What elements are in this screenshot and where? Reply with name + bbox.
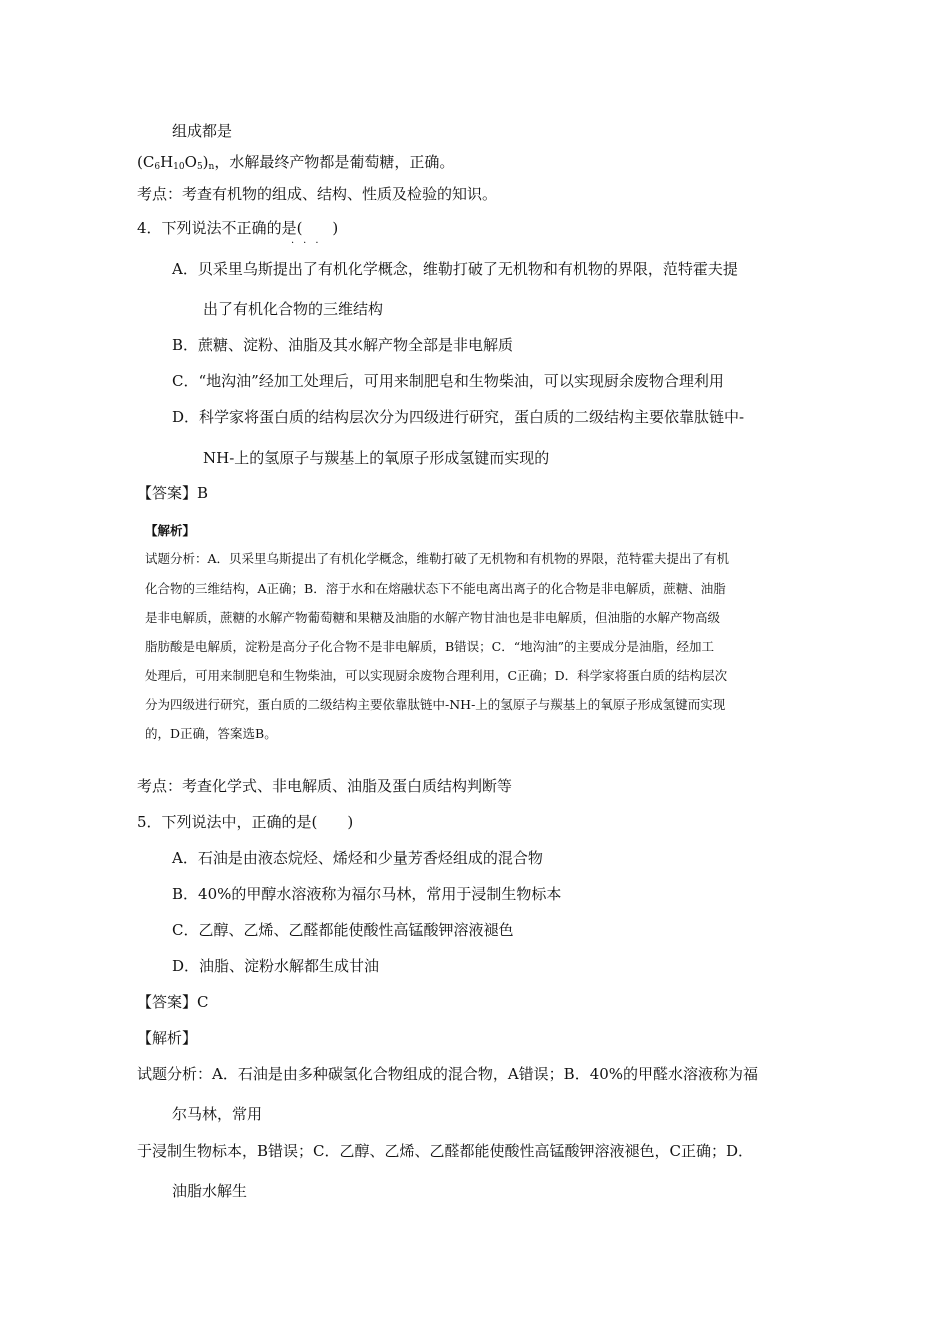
q4-analysis-line: 的，D正确，答案选B。 [145, 726, 277, 741]
q5-analysis-line-4: 油脂水解生 [172, 1182, 248, 1200]
q5-analysis-line-3: 于浸制生物标本，B错误；C．乙醇、乙烯、乙醛都能使酸性高锰酸钾溶液褪色，C正确；D． [137, 1142, 754, 1160]
q4-kaodian: 考点：考查化学式、非电解质、油脂及蛋白质结构判断等 [137, 777, 513, 795]
q4-jiexi-heading: 【解析】 [145, 523, 196, 538]
q4-analysis-line: 处理后，可用来制肥皂和生物柴油，可以实现厨余废物合理利用，C正确；D．科学家将蛋白质的结构层次 [145, 668, 728, 683]
q4-analysis-line: 试题分析：A．贝采里乌斯提出了有机化学概念，维勒打破了无机物和有机物的界限，范特霍夫提出了有机 [145, 551, 730, 566]
q5-option-a: A．石油是由液态烷烃、烯烃和少量芳香烃组成的混合物 [172, 849, 543, 867]
q4-analysis-line: 化合物的三维结构，A正确；B．溶于水和在熔融状态下不能电离出离子的化合物是非电解质，蔗糖、油脂 [145, 581, 726, 596]
q4-option-d-line2: NH-上的氢原子与羰基上的氧原子形成氢键而实现的 [203, 449, 550, 467]
prev-kaodian: 考点：考查有机物的组成、结构、性质及检验的知识。 [137, 185, 498, 203]
q5-analysis-line-2: 尔马林，常用 [172, 1105, 263, 1123]
q4-emphasis-dots: ··· [291, 238, 328, 249]
q5-jiexi-heading: 【解析】 [137, 1029, 198, 1047]
q4-emphasis: 不正确 [221, 219, 267, 237]
q4-stem: 4．下列说法不正确的是( ) [137, 219, 339, 237]
q5-analysis-line-1: 试题分析：A．石油是由多种碳氢化合物组成的混合物，A错误；B．40%的甲醛水溶液称为福 [137, 1065, 759, 1083]
q5-answer: 【答案】C [137, 993, 209, 1011]
q4-option-d-line1: D．科学家将蛋白质的结构层次分为四级进行研究，蛋白质的二级结构主要依靠肽链中- [172, 408, 745, 426]
q4-option-c: C．“地沟油”经加工处理后，可用来制肥皂和生物柴油，可以实现厨余废物合理利用 [172, 372, 724, 390]
q5-option-b: B．40%的甲醇水溶液称为福尔马林，常用于浸制生物标本 [172, 885, 562, 903]
q4-analysis-line: 是非电解质，蔗糖的水解产物葡萄糖和果糖及油脂的水解产物甘油也是非电解质，但油脂的水解产物高级 [145, 610, 721, 625]
q4-option-a-line2: 出了有机化合物的三维结构 [203, 300, 384, 318]
q5-option-d: D．油脂、淀粉水解都生成甘油 [172, 957, 380, 975]
q5-stem: 5．下列说法中，正确的是( ) [137, 813, 354, 831]
q4-analysis-line: 分为四级进行研究，蛋白质的二级结构主要依靠肽链中-NH-上的氢原子与羰基上的氧原子形成氢键而实现 [145, 697, 726, 712]
q4-option-a-line1: A．贝采里乌斯提出了有机化学概念，维勒打破了无机物和有机物的界限，范特霍夫提 [172, 260, 738, 278]
prev-line-1: 组成都是 [172, 122, 233, 140]
q5-option-c: C．乙醇、乙烯、乙醛都能使酸性高锰酸钾溶液褪色 [172, 921, 514, 939]
q4-option-b: B．蔗糖、淀粉、油脂及其水解产物全部是非电解质 [172, 336, 514, 354]
q4-answer: 【答案】B [137, 484, 209, 502]
prev-line-2: $(C_6H_{10}O_5)_n$，水解最终产物都是葡萄糖，正确。 [137, 153, 455, 172]
q4-analysis-line: 脂肪酸是电解质，淀粉是高分子化合物不是非电解质，B错误；C．“地沟油”的主要成分是油脂，经加工 [145, 639, 715, 654]
